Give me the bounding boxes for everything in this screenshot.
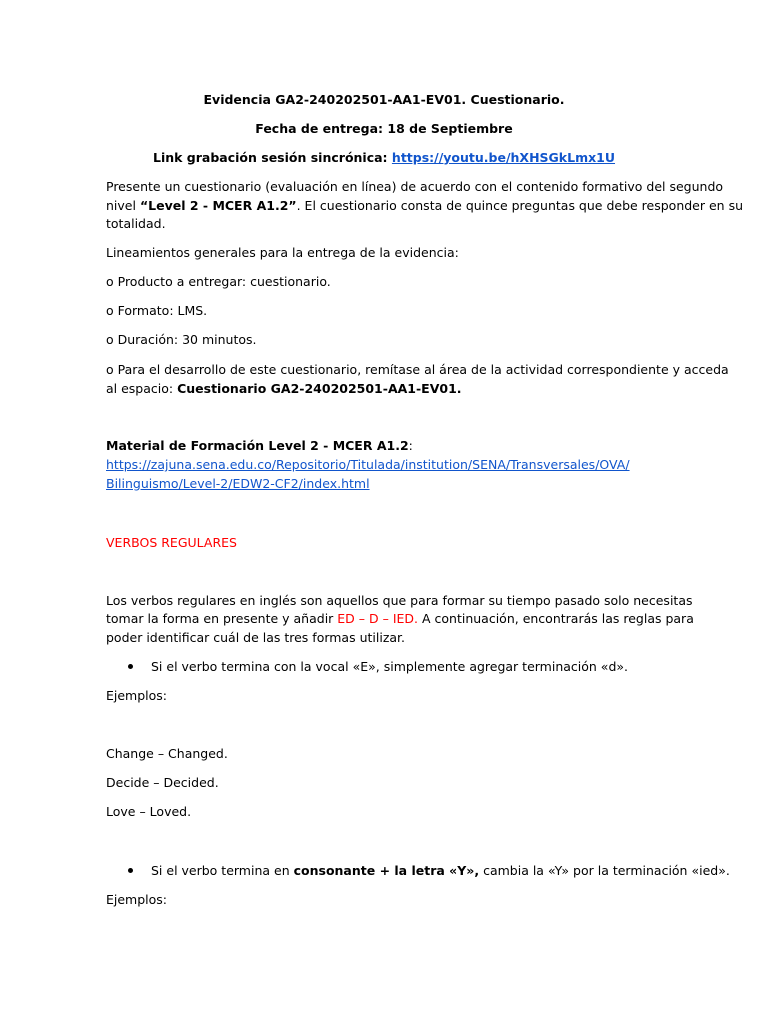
rule-emphasis: consonante + la letra «Y»,	[293, 863, 480, 878]
example-item: Change – Changed.	[106, 746, 228, 761]
intro-line-3: totalidad.	[106, 216, 166, 231]
recording-link-label: Link grabación sesión sincrónica:	[152, 150, 392, 165]
regular-line-3: poder identificar cuál de las tres formas utilizar.	[106, 630, 406, 645]
material-label	[106, 437, 413, 455]
intro-line-2	[106, 197, 743, 215]
guideline-development-1: o Para el desarrollo de este cuestionario, remítase al área de la actividad correspondiente y acceda	[106, 362, 729, 377]
bullet-icon	[128, 664, 133, 669]
rule-text: Si el verbo termina en	[151, 863, 294, 878]
rule-2	[151, 862, 730, 880]
examples-label: Ejemplos:	[106, 688, 168, 703]
intro-line-1: Presente un cuestionario (evaluación en línea) de acuerdo con el contenido formativo del segundo	[106, 179, 724, 194]
examples-label: Ejemplos:	[106, 892, 168, 907]
guideline-duration: o Duración: 30 minutos.	[106, 332, 257, 347]
rule-text: cambia la «Y» por la terminación «ied».	[479, 863, 730, 878]
document-title: Evidencia GA2-240202501-AA1-EV01. Cuestionario.	[203, 92, 565, 107]
ending-rules: ED – D – IED.	[337, 611, 419, 626]
section-heading: VERBOS REGULARES	[106, 535, 237, 550]
material-link-line-1[interactable]: https://zajuna.sena.edu.co/Repositorio/Titulada/institution/SENA/Transversales/OVA/	[106, 457, 630, 472]
intro-text: . El cuestionario consta de quince preguntas que debe responder en su	[296, 198, 744, 213]
regular-text: tomar la forma en presente y añadir	[106, 611, 338, 626]
guideline-product: o Producto a entregar: cuestionario.	[106, 274, 331, 289]
due-date: Fecha de entrega: 18 de Septiembre	[255, 121, 513, 136]
material-link-line-2[interactable]: Bilinguismo/Level-2/EDW2-CF2/index.html	[106, 476, 370, 491]
guideline-text: al espacio:	[106, 381, 178, 396]
regular-line-2	[106, 610, 694, 628]
quiz-name: Cuestionario GA2-240202501-AA1-EV01.	[177, 381, 462, 396]
recording-link-line	[0, 149, 768, 167]
example-item: Love – Loved.	[106, 804, 192, 819]
guidelines-heading: Lineamientos generales para la entrega de la evidencia:	[106, 245, 459, 260]
guideline-development-2	[106, 380, 462, 398]
regular-text: A continuación, encontrarás las reglas para	[418, 611, 694, 626]
regular-line-1: Los verbos regulares en inglés son aquellos que para formar su tiempo pasado solo necesitas	[106, 593, 693, 608]
level-name: “Level 2 - MCER A1.2”	[139, 198, 297, 213]
guideline-format: o Formato: LMS.	[106, 303, 208, 318]
rule-1: Si el verbo termina con la vocal «E», simplemente agregar terminación «d».	[151, 659, 629, 674]
intro-text: nivel	[106, 198, 140, 213]
material-title: Material de Formación Level 2 - MCER A1.2	[106, 438, 409, 453]
example-item: Decide – Decided.	[106, 775, 219, 790]
recording-link[interactable]: https://youtu.be/hXHSGkLmx1U	[391, 150, 616, 165]
bullet-icon	[128, 868, 133, 873]
material-colon: :	[408, 438, 413, 453]
